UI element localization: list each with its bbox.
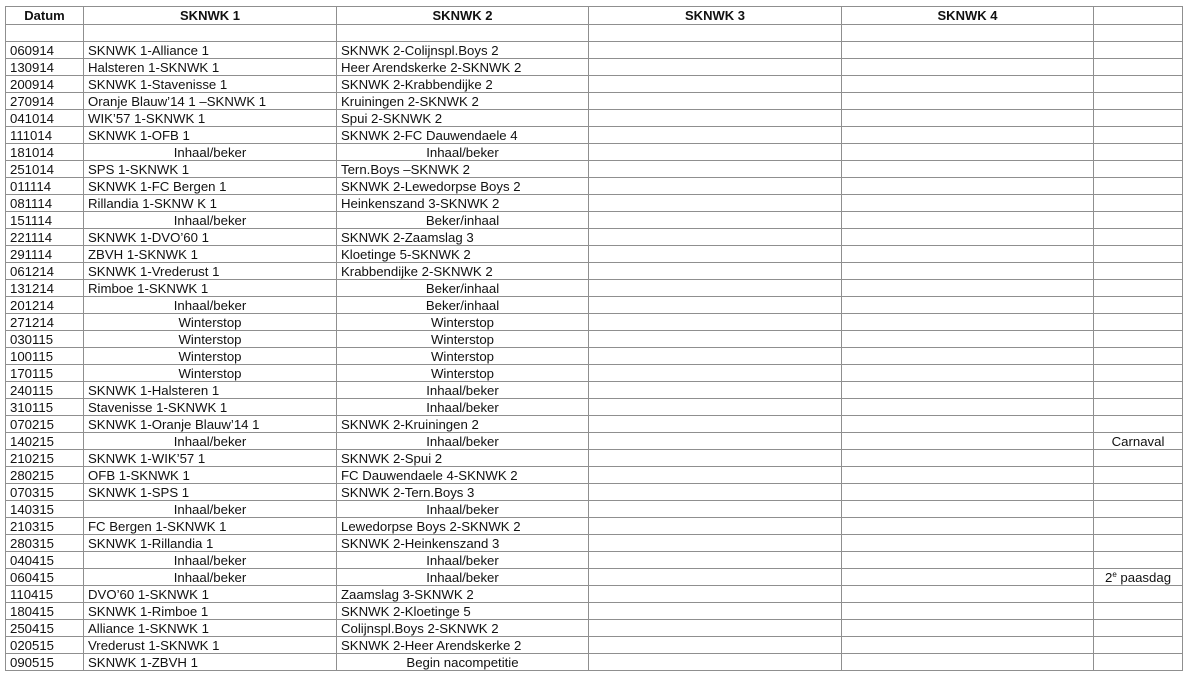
sknwk1-cell: Winterstop xyxy=(84,331,337,348)
note-cell xyxy=(1094,42,1183,59)
table-row xyxy=(6,195,1183,212)
sknwk3-cell xyxy=(589,127,842,144)
sknwk2-cell: Tern.Boys –SKNWK 2 xyxy=(337,161,589,178)
sknwk2-cell: SKNWK 2-Kloetinge 5 xyxy=(337,603,589,620)
note-cell: Carnaval xyxy=(1094,433,1183,450)
sknwk4-cell xyxy=(842,535,1094,552)
sknwk1-cell: SKNWK 1-Rimboe 1 xyxy=(84,603,337,620)
sknwk2-cell: Inhaal/beker xyxy=(337,399,589,416)
date-cell: 081114 xyxy=(6,195,84,212)
sknwk4-cell xyxy=(842,586,1094,603)
date-cell: 011114 xyxy=(6,178,84,195)
sknwk1-cell: Inhaal/beker xyxy=(84,501,337,518)
date-cell: 040415 xyxy=(6,552,84,569)
sknwk2-cell: Krabbendijke 2-SKNWK 2 xyxy=(337,263,589,280)
sknwk1-cell: Inhaal/beker xyxy=(84,212,337,229)
date-cell: 280215 xyxy=(6,467,84,484)
date-cell: 140215 xyxy=(6,433,84,450)
sknwk1-cell: SKNWK 1-FC Bergen 1 xyxy=(84,178,337,195)
header-row xyxy=(6,7,1183,25)
sknwk4-cell xyxy=(842,229,1094,246)
table-row xyxy=(6,110,1183,127)
table-row xyxy=(6,42,1183,59)
note-cell xyxy=(1094,399,1183,416)
note-cell xyxy=(1094,450,1183,467)
table-row xyxy=(6,382,1183,399)
table-row xyxy=(6,280,1183,297)
table-row xyxy=(6,569,1183,586)
sknwk1-cell: Rimboe 1-SKNWK 1 xyxy=(84,280,337,297)
date-cell: 130914 xyxy=(6,59,84,76)
sknwk3-cell xyxy=(589,229,842,246)
sknwk4-cell xyxy=(842,212,1094,229)
sknwk4-cell xyxy=(842,144,1094,161)
note-cell xyxy=(1094,59,1183,76)
note-cell xyxy=(1094,586,1183,603)
sknwk1-cell: Stavenisse 1-SKNWK 1 xyxy=(84,399,337,416)
sknwk1-cell xyxy=(84,25,337,42)
sknwk2-cell: SKNWK 2-Colijnspl.Boys 2 xyxy=(337,42,589,59)
sknwk4-cell xyxy=(842,382,1094,399)
sknwk4-cell xyxy=(842,178,1094,195)
sknwk4-cell xyxy=(842,263,1094,280)
note-cell xyxy=(1094,229,1183,246)
sknwk2-cell: Inhaal/beker xyxy=(337,501,589,518)
note-cell xyxy=(1094,280,1183,297)
sknwk4-cell xyxy=(842,552,1094,569)
note-cell xyxy=(1094,314,1183,331)
sknwk1-cell: DVO’60 1-SKNWK 1 xyxy=(84,586,337,603)
sknwk1-cell: ZBVH 1-SKNWK 1 xyxy=(84,246,337,263)
sknwk1-cell: SKNWK 1-SPS 1 xyxy=(84,484,337,501)
sknwk2-cell: SKNWK 2-Heer Arendskerke 2 xyxy=(337,637,589,654)
sknwk2-cell: SKNWK 2-Zaamslag 3 xyxy=(337,229,589,246)
sknwk2-cell: Inhaal/beker xyxy=(337,433,589,450)
sknwk2-cell xyxy=(337,25,589,42)
note-cell xyxy=(1094,467,1183,484)
sknwk4-cell xyxy=(842,280,1094,297)
sknwk3-cell xyxy=(589,59,842,76)
sknwk2-cell: Heinkenszand 3-SKNWK 2 xyxy=(337,195,589,212)
sknwk3-cell xyxy=(589,433,842,450)
note-cell xyxy=(1094,178,1183,195)
sknwk4-cell xyxy=(842,450,1094,467)
sknwk1-cell: SKNWK 1-Stavenisse 1 xyxy=(84,76,337,93)
sknwk2-cell: Winterstop xyxy=(337,348,589,365)
sknwk2-cell: SKNWK 2-Lewedorpse Boys 2 xyxy=(337,178,589,195)
sknwk4-cell xyxy=(842,620,1094,637)
note-cell xyxy=(1094,127,1183,144)
note-cell xyxy=(1094,569,1183,586)
date-cell: 250415 xyxy=(6,620,84,637)
table-row xyxy=(6,467,1183,484)
sknwk2-cell: Winterstop xyxy=(337,331,589,348)
sknwk2-cell: Inhaal/beker xyxy=(337,144,589,161)
date-cell: 100115 xyxy=(6,348,84,365)
sknwk4-cell xyxy=(842,518,1094,535)
sknwk3-cell xyxy=(589,110,842,127)
table-row xyxy=(6,348,1183,365)
date-cell: 210315 xyxy=(6,518,84,535)
sknwk4-cell xyxy=(842,416,1094,433)
sknwk4-cell xyxy=(842,501,1094,518)
sknwk2-cell: Kruiningen 2-SKNWK 2 xyxy=(337,93,589,110)
sknwk2-cell: Colijnspl.Boys 2-SKNWK 2 xyxy=(337,620,589,637)
sknwk3-cell xyxy=(589,518,842,535)
date-cell: 020515 xyxy=(6,637,84,654)
sknwk3-cell xyxy=(589,25,842,42)
table-row xyxy=(6,586,1183,603)
date-cell xyxy=(6,25,84,42)
sknwk3-cell xyxy=(589,535,842,552)
note-cell xyxy=(1094,552,1183,569)
date-cell: 111014 xyxy=(6,127,84,144)
date-cell: 131214 xyxy=(6,280,84,297)
sknwk4-cell xyxy=(842,127,1094,144)
sknwk2-cell: Inhaal/beker xyxy=(337,382,589,399)
sknwk2-cell: Winterstop xyxy=(337,314,589,331)
note-cell xyxy=(1094,484,1183,501)
date-cell: 060415 xyxy=(6,569,84,586)
date-cell: 090515 xyxy=(6,654,84,671)
note-cell xyxy=(1094,518,1183,535)
table-row xyxy=(6,603,1183,620)
sknwk4-cell xyxy=(842,399,1094,416)
table-row xyxy=(6,127,1183,144)
date-cell: 170115 xyxy=(6,365,84,382)
note-superscript: e xyxy=(1112,569,1117,579)
table-row xyxy=(6,484,1183,501)
date-cell: 041014 xyxy=(6,110,84,127)
sknwk3-cell xyxy=(589,280,842,297)
sknwk3-cell xyxy=(589,42,842,59)
sknwk1-cell: SPS 1-SKNWK 1 xyxy=(84,161,337,178)
date-cell: 240115 xyxy=(6,382,84,399)
note-cell xyxy=(1094,297,1183,314)
sknwk4-cell xyxy=(842,76,1094,93)
sknwk4-cell xyxy=(842,365,1094,382)
note-cell xyxy=(1094,535,1183,552)
table-row xyxy=(6,331,1183,348)
sknwk1-cell: Inhaal/beker xyxy=(84,297,337,314)
sknwk1-cell: Halsteren 1-SKNWK 1 xyxy=(84,59,337,76)
sknwk3-cell xyxy=(589,399,842,416)
sknwk2-cell: Begin nacompetitie xyxy=(337,654,589,671)
sknwk2-cell: Beker/inhaal xyxy=(337,212,589,229)
table-row xyxy=(6,416,1183,433)
table-row xyxy=(6,25,1183,42)
sknwk1-cell: SKNWK 1-ZBVH 1 xyxy=(84,654,337,671)
table-row xyxy=(6,246,1183,263)
table-row xyxy=(6,620,1183,637)
sknwk4-cell xyxy=(842,603,1094,620)
note-text-rest: paasdag xyxy=(1116,569,1172,585)
sknwk1-cell: Inhaal/beker xyxy=(84,144,337,161)
sknwk1-cell: SKNWK 1-Alliance 1 xyxy=(84,42,337,59)
sknwk3-cell xyxy=(589,331,842,348)
note-cell xyxy=(1094,501,1183,518)
schedule-table xyxy=(5,6,1183,671)
sknwk3-cell xyxy=(589,569,842,586)
note-cell xyxy=(1094,212,1183,229)
sknwk3-cell xyxy=(589,501,842,518)
sknwk3-cell xyxy=(589,467,842,484)
sknwk4-cell xyxy=(842,467,1094,484)
table-row xyxy=(6,144,1183,161)
note-cell xyxy=(1094,637,1183,654)
sknwk4-cell xyxy=(842,59,1094,76)
sknwk3-cell xyxy=(589,416,842,433)
sknwk3-cell xyxy=(589,637,842,654)
note-cell xyxy=(1094,365,1183,382)
sknwk3-cell xyxy=(589,195,842,212)
sknwk2-cell: Heer Arendskerke 2-SKNWK 2 xyxy=(337,59,589,76)
sknwk4-cell xyxy=(842,569,1094,586)
sknwk3-cell xyxy=(589,620,842,637)
sknwk3-cell xyxy=(589,552,842,569)
table-row xyxy=(6,314,1183,331)
sknwk4-cell xyxy=(842,314,1094,331)
date-cell: 200914 xyxy=(6,76,84,93)
table-row xyxy=(6,501,1183,518)
sknwk2-cell: Beker/inhaal xyxy=(337,280,589,297)
table-row xyxy=(6,263,1183,280)
sknwk2-cell: Spui 2-SKNWK 2 xyxy=(337,110,589,127)
date-cell: 030115 xyxy=(6,331,84,348)
table-row xyxy=(6,365,1183,382)
sknwk2-cell: SKNWK 2-Kruiningen 2 xyxy=(337,416,589,433)
sknwk3-cell xyxy=(589,586,842,603)
sknwk2-cell: SKNWK 2-Heinkenszand 3 xyxy=(337,535,589,552)
sknwk1-cell: Inhaal/beker xyxy=(84,433,337,450)
sknwk1-cell: Inhaal/beker xyxy=(84,569,337,586)
header-date: Datum xyxy=(6,7,84,25)
date-cell: 210215 xyxy=(6,450,84,467)
sknwk2-cell: SKNWK 2-Spui 2 xyxy=(337,450,589,467)
sknwk1-cell: Inhaal/beker xyxy=(84,552,337,569)
table-row xyxy=(6,212,1183,229)
note-text: 2 xyxy=(1104,569,1113,585)
date-cell: 280315 xyxy=(6,535,84,552)
table-row xyxy=(6,178,1183,195)
schedule-body xyxy=(6,25,1183,671)
sknwk1-cell: Vrederust 1-SKNWK 1 xyxy=(84,637,337,654)
sknwk4-cell xyxy=(842,110,1094,127)
sknwk4-cell xyxy=(842,348,1094,365)
sknwk3-cell xyxy=(589,178,842,195)
date-cell: 271214 xyxy=(6,314,84,331)
date-cell: 181014 xyxy=(6,144,84,161)
note-cell xyxy=(1094,603,1183,620)
table-row xyxy=(6,297,1183,314)
table-row xyxy=(6,535,1183,552)
sknwk1-cell: Winterstop xyxy=(84,348,337,365)
table-row xyxy=(6,654,1183,671)
sknwk3-cell xyxy=(589,161,842,178)
sknwk3-cell xyxy=(589,297,842,314)
sknwk3-cell xyxy=(589,314,842,331)
sknwk1-cell: FC Bergen 1-SKNWK 1 xyxy=(84,518,337,535)
sknwk2-cell: Inhaal/beker xyxy=(337,569,589,586)
date-cell: 180415 xyxy=(6,603,84,620)
header-sknwk4: SKNWK 4 xyxy=(842,7,1094,25)
date-cell: 140315 xyxy=(6,501,84,518)
note-cell xyxy=(1094,416,1183,433)
note-cell xyxy=(1094,246,1183,263)
sknwk3-cell xyxy=(589,76,842,93)
sknwk3-cell xyxy=(589,93,842,110)
note-cell xyxy=(1094,76,1183,93)
sknwk3-cell xyxy=(589,246,842,263)
sknwk3-cell xyxy=(589,484,842,501)
note-cell xyxy=(1094,93,1183,110)
sknwk2-cell: Zaamslag 3-SKNWK 2 xyxy=(337,586,589,603)
sknwk4-cell xyxy=(842,42,1094,59)
note-cell xyxy=(1094,144,1183,161)
sknwk1-cell: SKNWK 1-Oranje Blauw’14 1 xyxy=(84,416,337,433)
date-cell: 310115 xyxy=(6,399,84,416)
note-cell xyxy=(1094,195,1183,212)
date-cell: 151114 xyxy=(6,212,84,229)
sknwk2-cell: SKNWK 2-FC Dauwendaele 4 xyxy=(337,127,589,144)
table-row xyxy=(6,161,1183,178)
date-cell: 221114 xyxy=(6,229,84,246)
table-row xyxy=(6,433,1183,450)
sknwk4-cell xyxy=(842,331,1094,348)
table-row xyxy=(6,637,1183,654)
note-cell xyxy=(1094,382,1183,399)
note-cell xyxy=(1094,348,1183,365)
sknwk1-cell: SKNWK 1-Vrederust 1 xyxy=(84,263,337,280)
note-cell xyxy=(1094,263,1183,280)
date-cell: 070215 xyxy=(6,416,84,433)
table-row xyxy=(6,229,1183,246)
header-sknwk2: SKNWK 2 xyxy=(337,7,589,25)
table-row xyxy=(6,518,1183,535)
date-cell: 270914 xyxy=(6,93,84,110)
sknwk1-cell: SKNWK 1-OFB 1 xyxy=(84,127,337,144)
note-cell xyxy=(1094,620,1183,637)
sknwk4-cell xyxy=(842,195,1094,212)
header-sknwk1: SKNWK 1 xyxy=(84,7,337,25)
sknwk2-cell: Lewedorpse Boys 2-SKNWK 2 xyxy=(337,518,589,535)
sknwk1-cell: SKNWK 1-WIK’57 1 xyxy=(84,450,337,467)
date-cell: 110415 xyxy=(6,586,84,603)
table-row xyxy=(6,450,1183,467)
sknwk4-cell xyxy=(842,637,1094,654)
sknwk1-cell: SKNWK 1-Rillandia 1 xyxy=(84,535,337,552)
sknwk4-cell xyxy=(842,433,1094,450)
sknwk4-cell xyxy=(842,654,1094,671)
note-cell xyxy=(1094,654,1183,671)
sknwk4-cell xyxy=(842,25,1094,42)
sknwk3-cell xyxy=(589,654,842,671)
sknwk2-cell: Beker/inhaal xyxy=(337,297,589,314)
header-notes xyxy=(1094,7,1183,25)
sknwk1-cell: Rillandia 1-SKNW K 1 xyxy=(84,195,337,212)
sknwk1-cell: Alliance 1-SKNWK 1 xyxy=(84,620,337,637)
table-row xyxy=(6,552,1183,569)
sknwk3-cell xyxy=(589,450,842,467)
table-row xyxy=(6,76,1183,93)
table-row xyxy=(6,59,1183,76)
date-cell: 061214 xyxy=(6,263,84,280)
sknwk1-cell: Winterstop xyxy=(84,314,337,331)
sknwk4-cell xyxy=(842,161,1094,178)
sknwk2-cell: SKNWK 2-Krabbendijke 2 xyxy=(337,76,589,93)
sknwk3-cell xyxy=(589,348,842,365)
sknwk2-cell: FC Dauwendaele 4-SKNWK 2 xyxy=(337,467,589,484)
sknwk1-cell: OFB 1-SKNWK 1 xyxy=(84,467,337,484)
sknwk1-cell: Oranje Blauw’14 1 –SKNWK 1 xyxy=(84,93,337,110)
note-cell xyxy=(1094,25,1183,42)
table-row xyxy=(6,399,1183,416)
note-cell xyxy=(1094,331,1183,348)
sknwk1-cell: SKNWK 1-DVO’60 1 xyxy=(84,229,337,246)
sknwk3-cell xyxy=(589,263,842,280)
sknwk1-cell: SKNWK 1-Halsteren 1 xyxy=(84,382,337,399)
sknwk4-cell xyxy=(842,246,1094,263)
sknwk3-cell xyxy=(589,212,842,229)
date-cell: 070315 xyxy=(6,484,84,501)
date-cell: 201214 xyxy=(6,297,84,314)
sknwk1-cell: WIK’57 1-SKNWK 1 xyxy=(84,110,337,127)
sknwk1-cell: Winterstop xyxy=(84,365,337,382)
note-cell xyxy=(1094,161,1183,178)
table-row xyxy=(6,93,1183,110)
sknwk3-cell xyxy=(589,382,842,399)
date-cell: 060914 xyxy=(6,42,84,59)
sknwk3-cell xyxy=(589,144,842,161)
sknwk4-cell xyxy=(842,484,1094,501)
sknwk2-cell: SKNWK 2-Tern.Boys 3 xyxy=(337,484,589,501)
sknwk4-cell xyxy=(842,93,1094,110)
date-cell: 291114 xyxy=(6,246,84,263)
sknwk3-cell xyxy=(589,365,842,382)
sknwk2-cell: Inhaal/beker xyxy=(337,552,589,569)
date-cell: 251014 xyxy=(6,161,84,178)
sknwk2-cell: Winterstop xyxy=(337,365,589,382)
sknwk4-cell xyxy=(842,297,1094,314)
sknwk3-cell xyxy=(589,603,842,620)
note-cell xyxy=(1094,110,1183,127)
header-sknwk3: SKNWK 3 xyxy=(589,7,842,25)
sknwk2-cell: Kloetinge 5-SKNWK 2 xyxy=(337,246,589,263)
